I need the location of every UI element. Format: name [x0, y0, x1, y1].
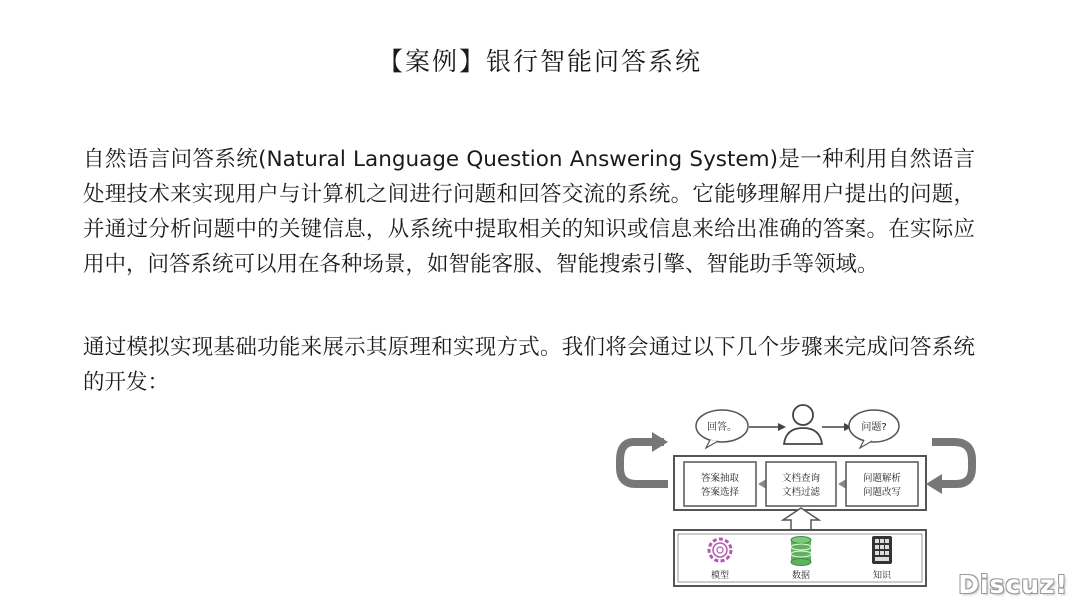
question-parsing-box	[846, 462, 918, 506]
database-icon	[791, 537, 811, 566]
knowledge-label: 知识	[872, 571, 892, 581]
document-query-line1: 文档查询	[781, 473, 821, 484]
right-loop-arrowhead	[926, 474, 942, 494]
answer-extraction-line2: 答案选择	[700, 487, 740, 498]
gear-icon	[709, 539, 731, 561]
qa-diagram-svg	[606, 398, 990, 590]
knowledge-grid-icon	[872, 536, 892, 564]
user-icon	[784, 405, 822, 444]
answer-bubble-tail	[706, 440, 718, 448]
question-bubble-text: 问题?	[861, 422, 887, 433]
arrow-to-user-head	[778, 423, 786, 431]
document-query-box	[766, 462, 836, 506]
up-arrow	[783, 508, 819, 530]
intro-paragraph: 自然语言问答系统(Natural Language Question Answering System)是一种利用自然语言处理技术来实现用户与计算机之间进行问题和回答交流的系统。它能够理解用户提出的问题，并通过分析问题中的关键信息，从系统中提取相关的知识或信息来给出准确的答案。在实际应用中，问答系统可以用在各种场景，如智能客服、智能搜索引擎、智能助手等领域。	[83, 147, 975, 277]
question-parsing-line1: 问题解析	[862, 473, 902, 484]
steps-paragraph: 通过模拟实现基础功能来展示其原理和实现方式。我们将会通过以下几个步骤来完成问答系统的开发：	[83, 335, 975, 395]
left-loop-arrow	[620, 442, 668, 484]
answer-extraction-line1: 答案抽取	[700, 473, 740, 484]
answer-bubble-text: 回答。	[707, 422, 737, 433]
document-query-line2: 文档过滤	[781, 487, 821, 498]
question-bubble-tail	[860, 440, 872, 448]
answer-extraction-box	[684, 462, 756, 506]
data-label: 数据	[791, 571, 811, 581]
model-label: 模型	[710, 571, 730, 581]
page-title: 【案例】银行智能问答系统	[377, 47, 702, 76]
qa-system-diagram	[606, 398, 990, 590]
watermark: Discuz!	[958, 570, 1068, 599]
question-parsing-line2: 问题改写	[862, 487, 902, 498]
left-loop-arrowhead	[652, 432, 668, 452]
